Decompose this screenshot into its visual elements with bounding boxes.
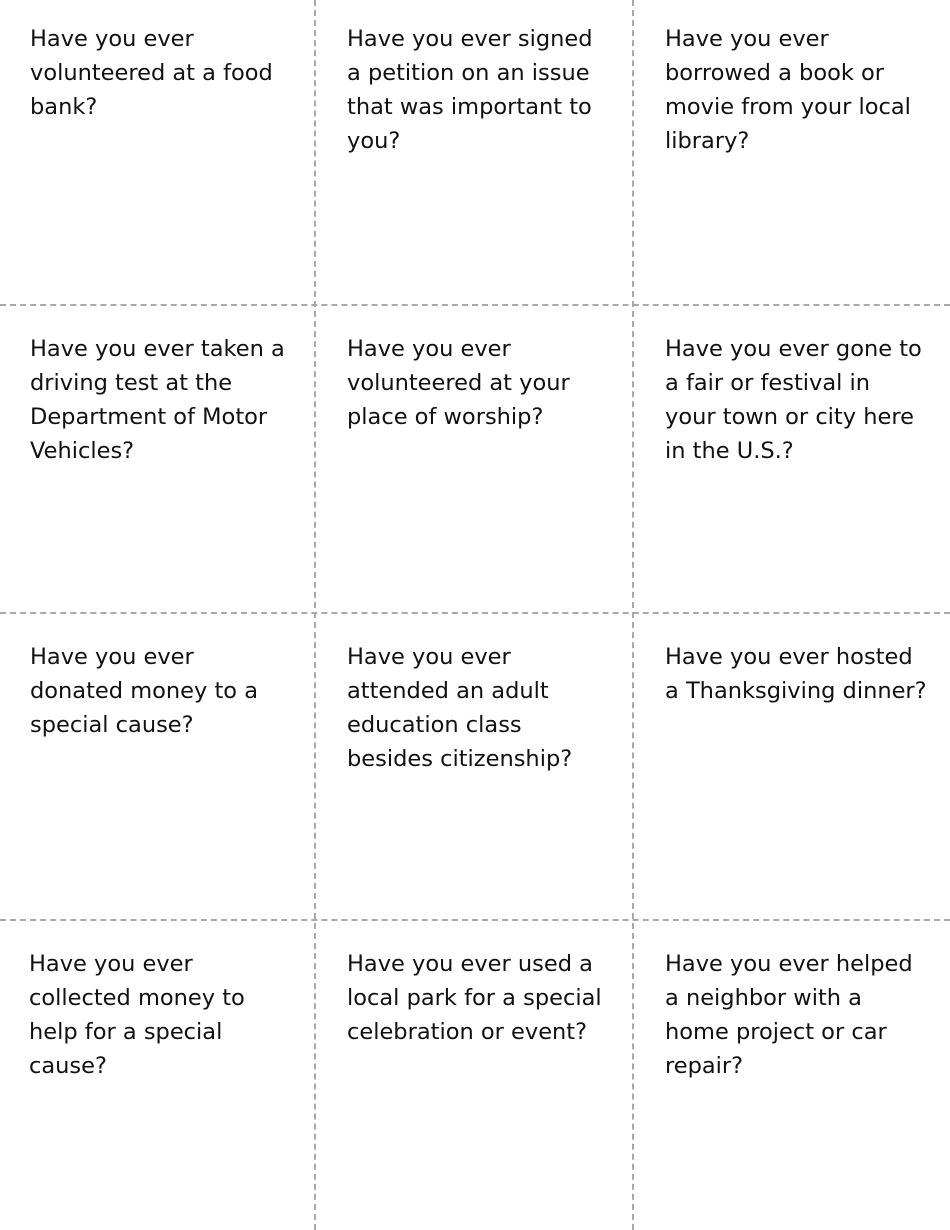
question-card	[0, 0, 314, 304]
question-text: Have you ever signed a petition on an issue that was important to you?	[347, 26, 593, 154]
question-text: Have you ever collected money to help for a special cause?	[29, 951, 245, 1079]
question-text: Have you ever donated money to a special cause?	[30, 644, 258, 738]
question-card	[635, 615, 950, 919]
question-card	[317, 307, 632, 612]
question-card	[0, 615, 314, 919]
question-card	[635, 307, 950, 612]
question-card	[0, 307, 314, 612]
question-card	[317, 615, 632, 919]
vertical-cut-line	[632, 0, 634, 1230]
question-text: Have you ever volunteered at a food bank?	[30, 26, 273, 120]
question-text: Have you ever attended an adult education class besides citizenship?	[347, 644, 573, 772]
question-text: Have you ever volunteered at your place of worship?	[347, 336, 570, 430]
question-text: Have you ever helped a neighbor with a home project or car repair?	[665, 951, 913, 1079]
question-card	[635, 0, 950, 304]
question-text: Have you ever taken a driving test at the Department of Motor Vehicles?	[30, 336, 285, 464]
question-text: Have you ever hosted a Thanksgiving dinner?	[665, 644, 927, 704]
horizontal-cut-line	[0, 612, 950, 614]
question-card	[635, 922, 950, 1230]
vertical-cut-line	[314, 0, 316, 1230]
question-card	[0, 922, 314, 1230]
question-card	[317, 0, 632, 304]
horizontal-cut-line	[0, 304, 950, 306]
question-text: Have you ever borrowed a book or movie from your local library?	[665, 26, 911, 154]
horizontal-cut-line	[0, 919, 950, 921]
question-card	[317, 922, 632, 1230]
question-text: Have you ever gone to a fair or festival in your town or city here in the U.S.?	[665, 336, 922, 464]
question-text: Have you ever used a local park for a special celebration or event?	[347, 951, 602, 1045]
